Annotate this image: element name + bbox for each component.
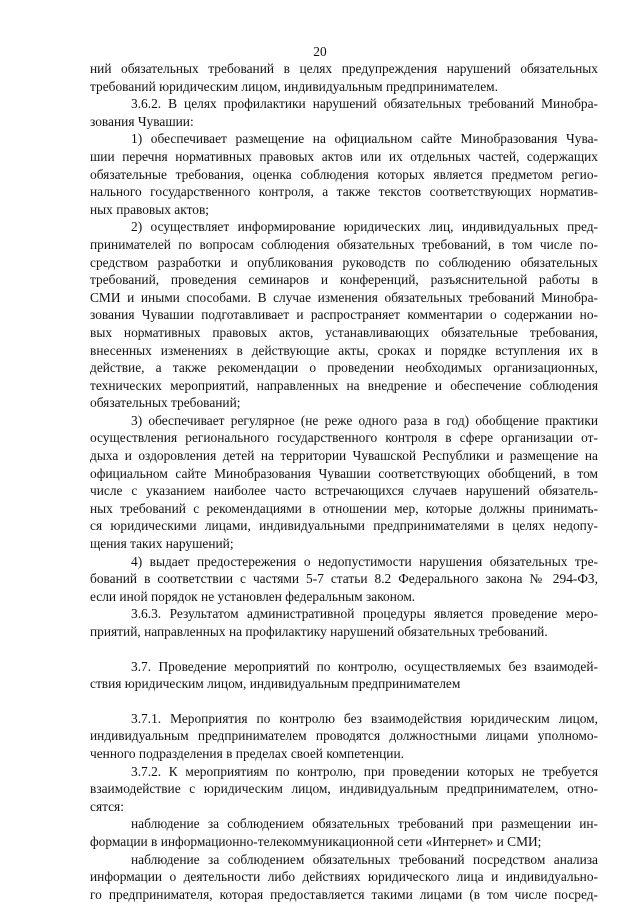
text-line: ченного подразделения в пределах своей компетенции. <box>90 745 404 761</box>
text-line: 3.7.1. Мероприятия по контролю без взаимодействия юридическим лицом, <box>131 710 598 726</box>
document-body <box>90 60 598 903</box>
text-line: если иной порядок не установлен федеральным законом. <box>90 588 416 604</box>
text-line: 3.6.3. Результатом административной процедуры является проведение меро- <box>131 606 598 622</box>
text-line: приятий, направленных на профилактику нарушений обязательных требований. <box>90 624 548 639</box>
text-line: зования Чувашии: <box>90 113 194 129</box>
text-line: дыха и оздоровления детей на территории Чувашской Республики и размещение на <box>90 448 598 464</box>
text-line: 3.6.2. В целях профилактики нарушений обязательных требований Минобра- <box>131 96 598 112</box>
text-line: ных правовых актов; <box>90 201 209 217</box>
text-line: 3.7.2. К мероприятиям по контролю, при проведении которых не требуется <box>131 763 598 779</box>
text-line: наблюдение за соблюдением обязательных требований при размещении ин- <box>131 816 598 832</box>
text-line: наблюдение за соблюдением обязательных требований посредством анализа <box>131 851 598 867</box>
text-line: действие, а также рекомендации о проведении необходимых организационных, <box>90 360 598 376</box>
text-line: ся юридическими лицами, индивидуальными предпринимателями в целях недопу- <box>90 518 598 534</box>
text-line: 4) выдает предостережения о недопустимости нарушения обязательных тре- <box>131 553 598 569</box>
page-number: 20 <box>313 44 327 59</box>
text-line: вых нормативных правовых актов, устанавливающих обязательные требования, <box>90 324 598 340</box>
section-spacer <box>90 641 598 658</box>
text-line: взаимодействие с юридическим лицом, индивидуальным предпринимателем, отно- <box>90 781 598 797</box>
text-line: обязательных требований; <box>90 395 241 411</box>
text-line: требований юридическим лицом, индивидуальным предпринимателем. <box>90 78 499 94</box>
text-line: ний обязательных требований в целях предупреждения нарушений обязательных <box>90 61 598 76</box>
text-line: обязательные требования, оценка соблюдения которых является предметом регио- <box>90 166 598 182</box>
text-line: сятся: <box>90 798 124 814</box>
text-line: щения таких нарушений; <box>90 536 234 552</box>
section-heading-line: 3.7. Проведение мероприятий по контролю, осуществляемых без взаимодей- <box>131 658 598 674</box>
text-line: требований, проведения семинаров и конференций, разъяснительной работы в <box>90 272 598 288</box>
text-line: ных требований с рекомендациями в отношении мер, которые должны принимать- <box>90 500 598 516</box>
text-line: индивидуальным предпринимателем проводятся должностными лицами уполномо- <box>90 728 598 744</box>
text-line: зования Чувашии подготавливает и распространяет комментарии о содержании но- <box>90 307 598 323</box>
section-spacer <box>90 693 598 710</box>
section-heading-line: ствия юридическим лицом, индивидуальным предпринимателем <box>90 676 461 692</box>
text-line: принимателей по вопросам соблюдения обязательных требований, в том числе по- <box>90 236 598 252</box>
text-line: 2) осуществляет информирование юридических лиц, индивидуальных пред- <box>131 219 598 235</box>
text-line: 1) обеспечивает размещение на официальном сайте Минобразования Чува- <box>131 131 598 147</box>
text-line: технических мероприятий, направленных на внедрение и обеспечение соблюдения <box>90 377 598 393</box>
text-line: внесенных изменениях в действующие акты, сроках и порядке вступления их в <box>90 342 598 358</box>
text-line: го предпринимателя, которая предоставляется такими лицами (в том числе посред- <box>90 886 598 902</box>
text-line: осуществления регионального государственного контроля в сфере организации от- <box>90 430 598 446</box>
text-line: нального государственного контроля, а также текстов соответствующих норматив- <box>90 184 598 200</box>
text-line: средством разработки и опубликования руководств по соблюдению обязательных <box>90 254 598 270</box>
text-line: формации в информационно-телекоммуникационной сети «Интернет» и СМИ; <box>90 833 542 849</box>
text-line: числе с указанием наиболее часто встречающихся случаев нарушений обязатель- <box>90 483 598 499</box>
text-line: шии перечня нормативных правовых актов или их отдельных частей, содержащих <box>90 148 598 164</box>
text-line: бований в соответствии с частями 5-7 статьи 8.2 Федерального закона № 294-ФЗ, <box>90 571 598 587</box>
text-line: 3) обеспечивает регулярное (не реже одного раза в год) обобщение практики <box>131 412 598 428</box>
text-line: информации о деятельности либо действиях юридического лица и индивидуально- <box>90 869 598 885</box>
text-line: СМИ и иными способами. В случае изменения обязательных требований Минобра- <box>90 289 598 305</box>
text-line: официальном сайте Минобразования Чувашии соответствующих обобщений, в том <box>90 465 598 481</box>
